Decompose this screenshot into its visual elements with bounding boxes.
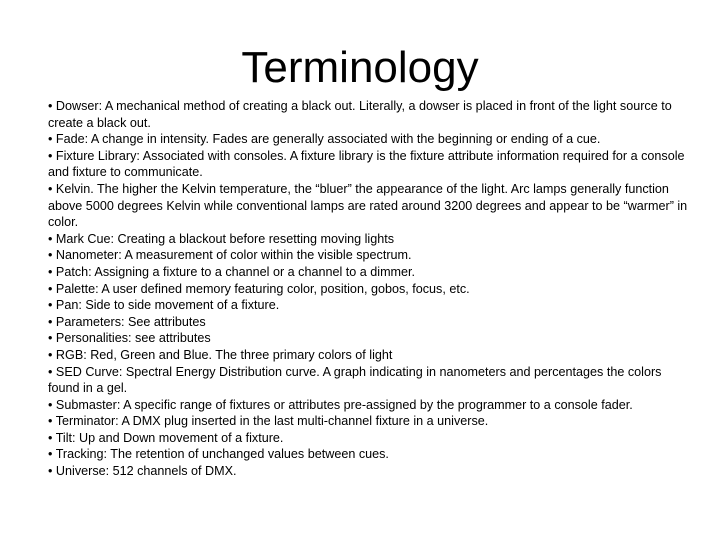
bullet-item: [48, 148, 693, 181]
bullet-item: [48, 330, 693, 347]
bullet-text: Palette: A user defined memory featuring color, position, gobos, focus, etc.: [55, 281, 470, 296]
bullet-glyph: •: [48, 314, 56, 329]
bullet-text: Fade: A change in intensity. Fades are generally associated with the beginning or ending of a cue.: [55, 132, 601, 147]
bullet-item: [48, 281, 693, 298]
bullet-item: [48, 347, 693, 364]
bullet-glyph: •: [48, 99, 56, 113]
bullet-glyph: •: [48, 298, 56, 313]
bullet-glyph: •: [48, 331, 56, 346]
bullet-item: [48, 247, 693, 264]
bullet-text: Personalities: see attributes: [55, 331, 211, 346]
bullet-glyph: •: [48, 231, 56, 246]
bullet-item: [48, 181, 693, 231]
bullet-text: Universe: 512 channels of DMX.: [55, 464, 237, 479]
bullet-text: Kelvin. The higher the Kelvin temperature, the “bluer” the appearance of the light. Arc lamps generally function above 5000 degrees Kelvin while conventional lamps are rated around 3200 degrees and appear to be “warmer” in color.: [48, 181, 688, 230]
bullet-glyph: •: [48, 248, 56, 263]
bullet-text: Dowser: A mechanical method of creating a black out. Literally, a dowser is placed in front of the light source to create a black out.: [48, 99, 672, 130]
bullet-item: [48, 463, 693, 480]
slide-title: Terminology: [241, 43, 479, 92]
bullet-text: Pan: Side to side movement of a fixture.: [55, 298, 280, 313]
bullet-list: [48, 98, 693, 480]
bullet-glyph: •: [48, 264, 56, 279]
bullet-glyph: •: [48, 148, 56, 163]
bullet-text: Submaster: A specific range of fixtures or attributes pre-assigned by the programmer to a console fader.: [55, 397, 633, 412]
bullet-text: Patch: Assigning a fixture to a channel or a channel to a dimmer.: [55, 264, 416, 279]
bullet-item: [48, 297, 693, 314]
bullet-text: Fixture Library: Associated with consoles. A fixture library is the fixture attribute information required for a console and fixture to communicate.: [48, 148, 685, 180]
bullet-item: [48, 314, 693, 331]
bullet-item: [48, 364, 693, 397]
bullet-glyph: •: [48, 132, 56, 147]
bullet-text: Terminator: A DMX plug inserted in the last multi-channel fixture in a universe.: [55, 414, 489, 429]
bullet-text: Mark Cue: Creating a blackout before resetting moving lights: [55, 231, 395, 246]
bullet-item: [48, 131, 693, 148]
bullet-text: Parameters: See attributes: [55, 314, 206, 329]
bullet-glyph: •: [48, 430, 56, 445]
bullet-glyph: •: [48, 347, 56, 362]
bullet-glyph: •: [48, 447, 56, 462]
bullet-glyph: •: [48, 414, 56, 429]
bullet-item: [48, 231, 693, 248]
bullet-text: RGB: Red, Green and Blue. The three primary colors of light: [55, 347, 393, 362]
bullet-item: [48, 264, 693, 281]
bullet-text: Nanometer: A measurement of color within the visible spectrum.: [55, 248, 412, 263]
bullet-item: [48, 413, 693, 430]
bullet-glyph: •: [48, 464, 56, 479]
bullet-glyph: •: [48, 281, 56, 296]
bullet-item: [48, 430, 693, 447]
bullet-text: Tilt: Up and Down movement of a fixture.: [55, 430, 284, 445]
bullet-text: Tracking: The retention of unchanged values between cues.: [55, 447, 389, 462]
bullet-glyph: •: [48, 397, 56, 412]
bullet-glyph: •: [48, 364, 56, 379]
bullet-item: [48, 446, 693, 463]
bullet-item: [48, 397, 693, 414]
bullet-item: [48, 98, 693, 131]
bullet-text: SED Curve: Spectral Energy Distribution curve. A graph indicating in nanometers and percentages the colors found in a gel.: [48, 364, 662, 396]
bullet-glyph: •: [48, 181, 56, 196]
